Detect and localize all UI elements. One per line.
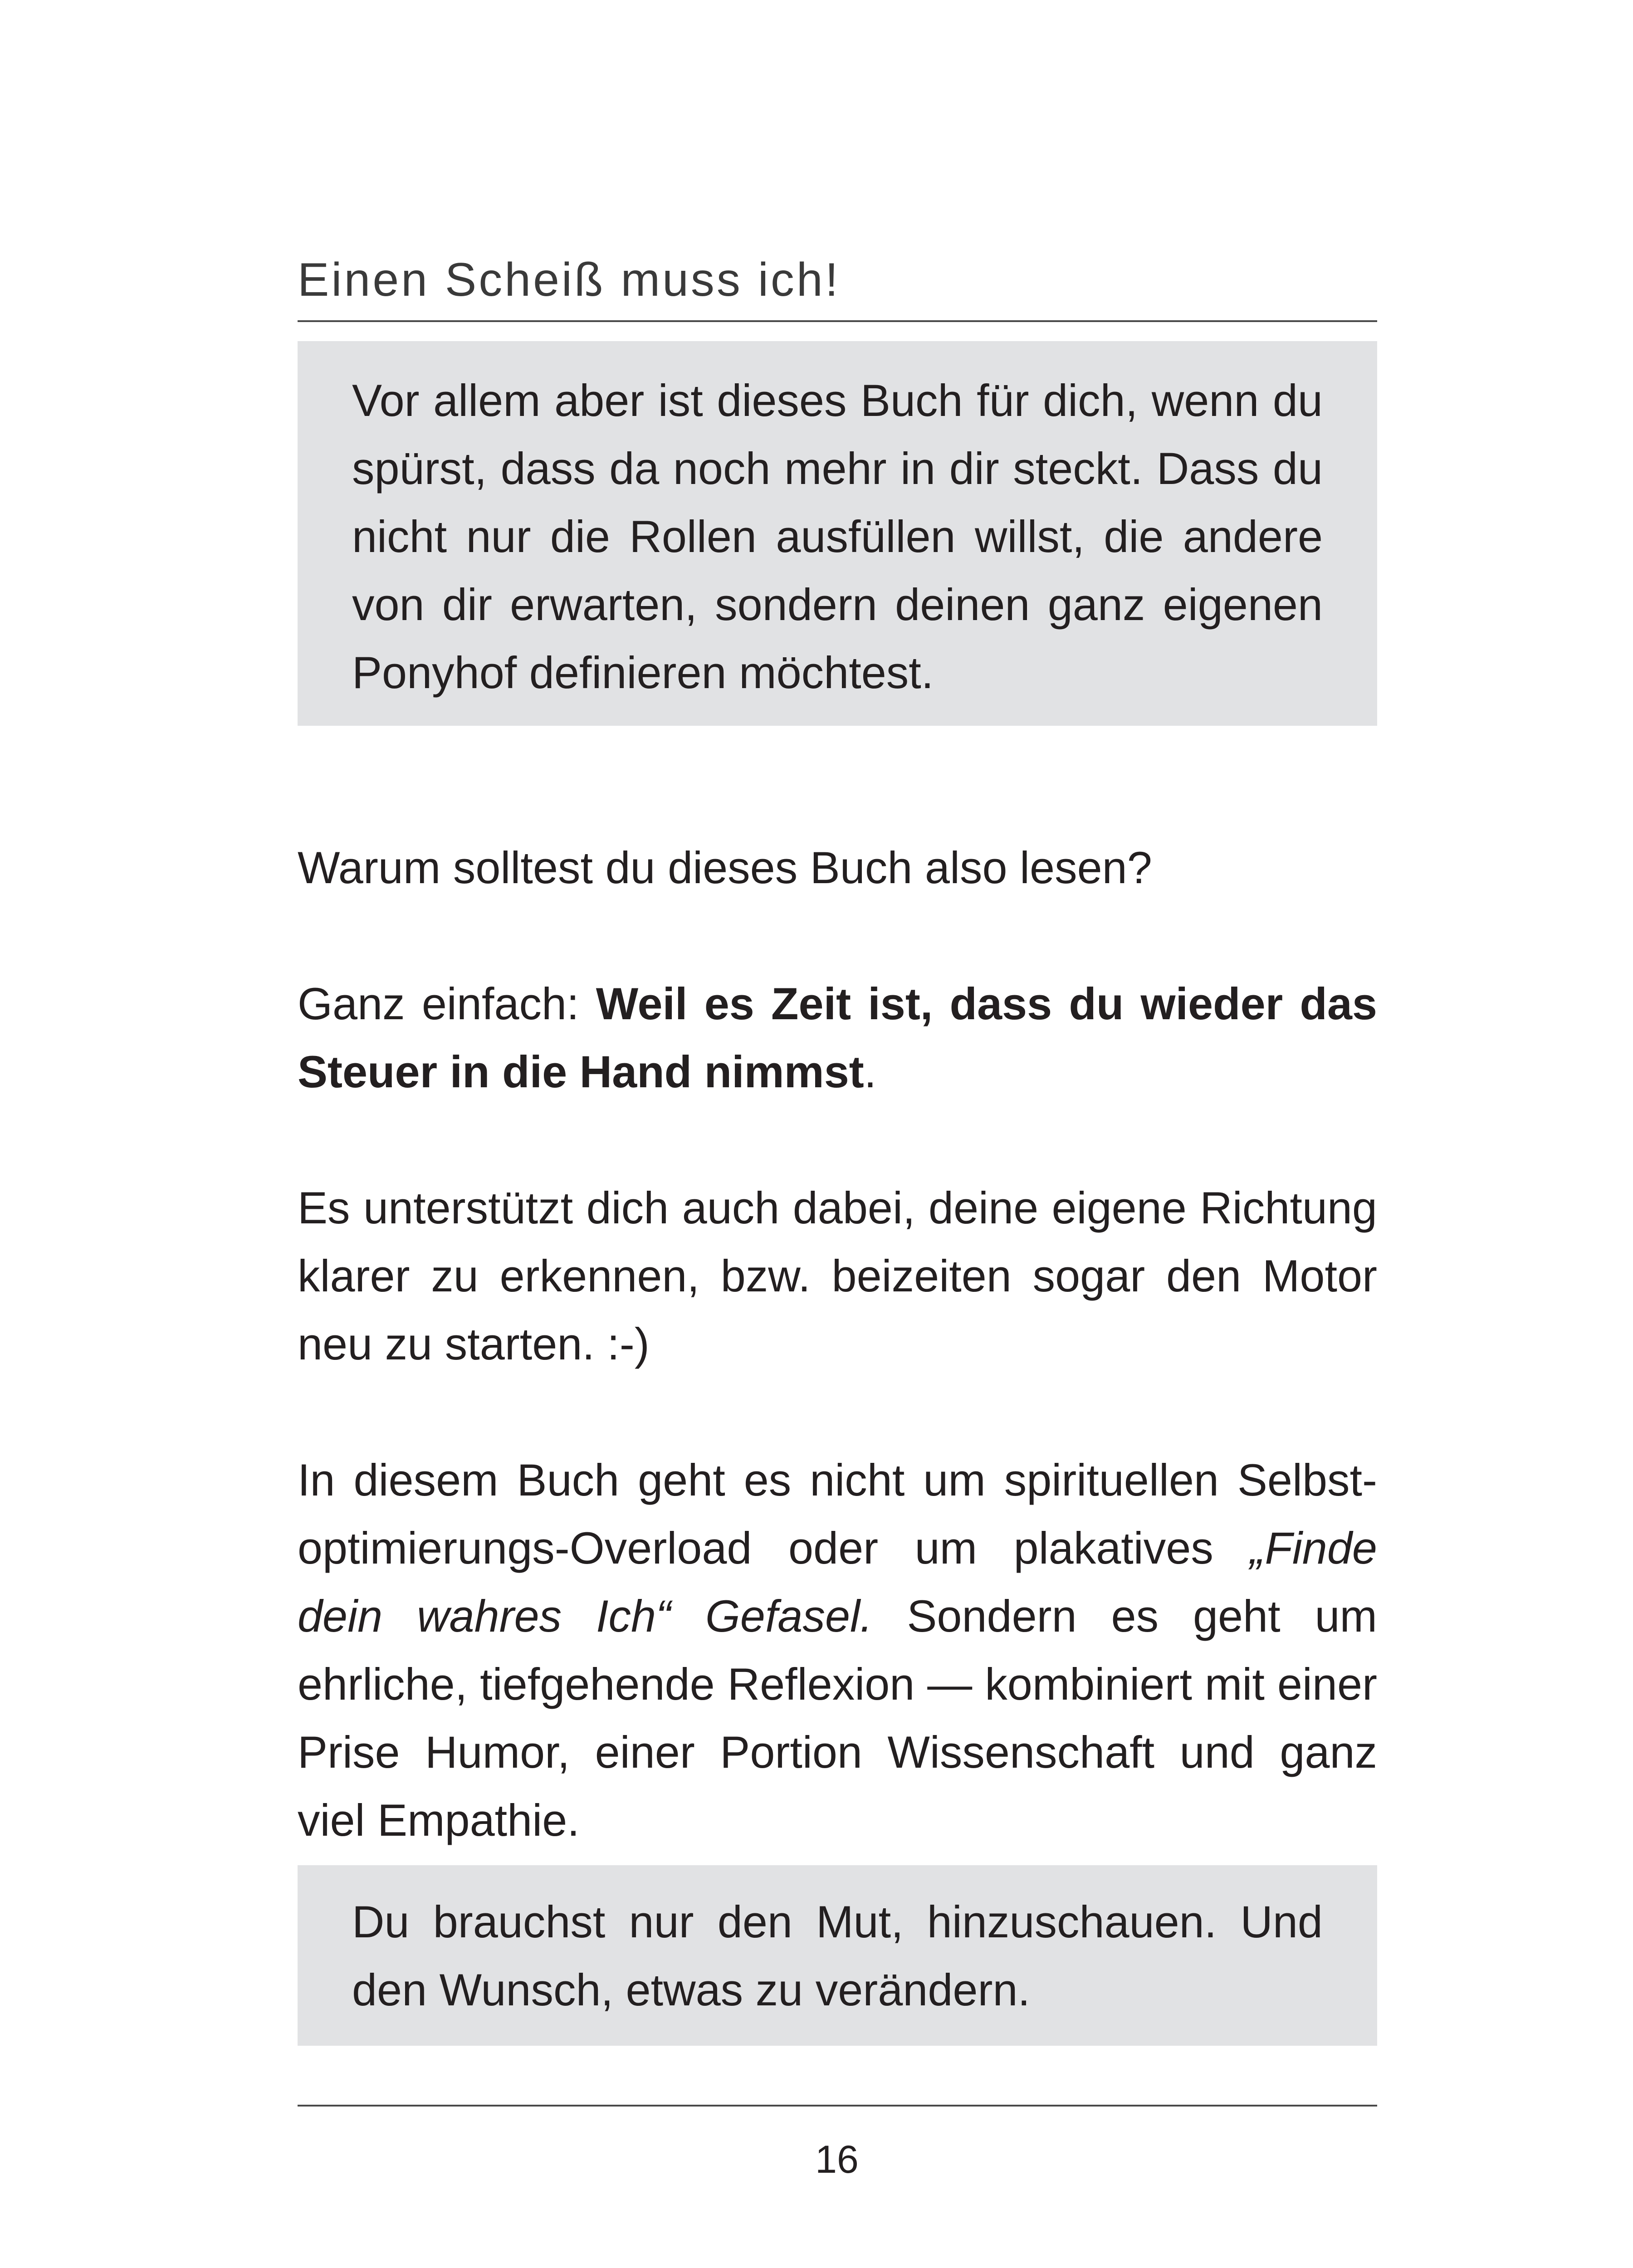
footer-divider [298,2105,1377,2107]
header-divider [298,320,1377,322]
content-before: In diesem Buch geht es nicht um spirituellen Selbstoptimierungs-Overload oder um plakatives [298,1455,1377,1573]
answer-paragraph [298,970,1377,1106]
highlight-box-intro [298,341,1377,726]
content-italic-quote: „Finde dein wahres Ich“ Gefasel. [298,1523,1377,1641]
answer-lead: Ganz einfach: [298,978,596,1029]
content-paragraph [298,1446,1377,1854]
content-after: Sondern es geht um ehrliche, tiefgehende Reflexion — kombiniert mit einer Prise Humor, einer Portion Wissenschaft und ganz viel Empathie. [298,1591,1377,1845]
running-head: Einen Scheiß muss ich! [298,254,841,306]
page-number: 16 [815,2138,859,2181]
support-paragraph: Es unterstützt dich auch dabei, deine eigene Richtung klarer zu erkennen, bzw. beizeiten sogar den Motor neu zu starten. :-) [298,1183,1377,1369]
highlight-box-courage [298,1865,1377,2046]
highlight-box-courage-text: Du brauchst nur den Mut, hinzuschauen. Und den Wunsch, etwas zu verändern. [352,1897,1323,2015]
answer-emphasis: Weil es Zeit ist, dass du wieder das Steuer in die Hand nimmst [298,978,1377,1097]
question-paragraph: Warum solltest du dieses Buch also lesen? [298,842,1152,893]
answer-end: . [864,1046,877,1097]
highlight-box-intro-text: Vor allem aber ist dieses Buch für dich, wenn du spürst, dass da noch mehr in dir steckt. Dass du nicht nur die Rollen ausfüllen willst, die andere von dir erwarten, sondern deinen ganz eigenen Ponyhof definieren möchtest. [352,375,1323,698]
